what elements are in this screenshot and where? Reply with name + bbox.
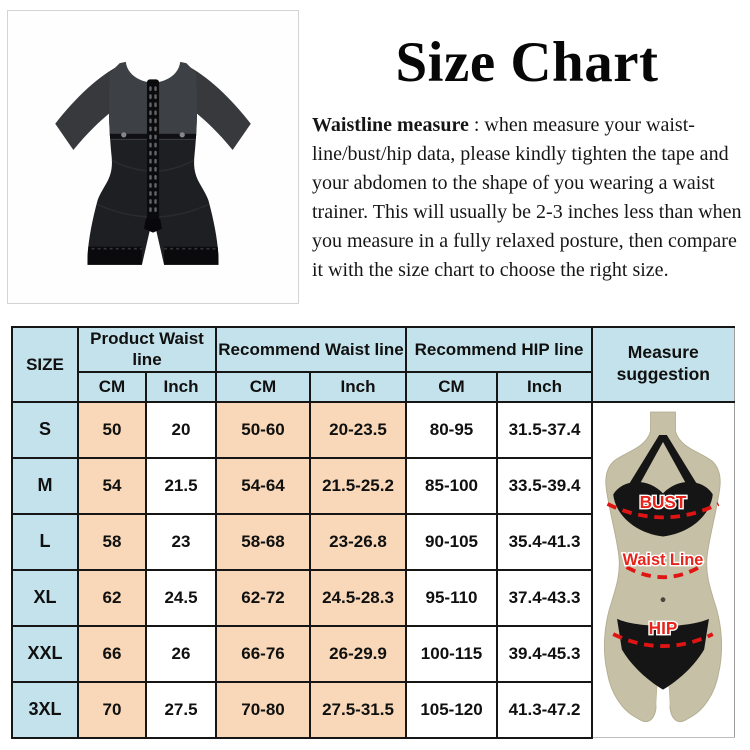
size-cell: 3XL <box>12 682 78 738</box>
product-cm-cell: 54 <box>78 458 146 514</box>
rec-hip-inch-cell: 41.3-47.2 <box>497 682 592 738</box>
navel <box>661 597 666 602</box>
unit-header: CM <box>406 372 497 402</box>
rec-waist-inch-cell: 26-29.9 <box>310 626 406 682</box>
rec-hip-inch-cell: 31.5-37.4 <box>497 402 592 458</box>
product-inch-cell: 24.5 <box>146 570 216 626</box>
neckline <box>126 38 180 82</box>
measure-suggestion-header: Measure suggestion <box>592 327 734 402</box>
rec-waist-cm-cell: 70-80 <box>216 682 310 738</box>
measure-instructions-lead: Waistline measure <box>312 114 469 136</box>
right-snap <box>180 132 185 137</box>
rec-waist-cm-cell: 50-60 <box>216 402 310 458</box>
rec-waist-inch-cell: 20-23.5 <box>310 402 406 458</box>
unit-header: Inch <box>497 372 592 402</box>
unit-header: CM <box>216 372 310 402</box>
rec-waist-cm-cell: 66-76 <box>216 626 310 682</box>
size-cell: M <box>12 458 78 514</box>
header-row-groups <box>12 327 734 372</box>
recommend-waist-group-header: Recommend Waist line <box>216 327 406 372</box>
rec-waist-inch-cell: 27.5-31.5 <box>310 682 406 738</box>
rec-hip-cm-cell: 100-115 <box>406 626 497 682</box>
bust-label: BUST <box>639 491 687 512</box>
rec-hip-inch-cell: 39.4-45.3 <box>497 626 592 682</box>
page-title: Size Chart <box>395 31 659 94</box>
rec-waist-cm-cell: 54-64 <box>216 458 310 514</box>
hook-closure-strip <box>147 79 159 220</box>
size-chart-table <box>11 326 735 739</box>
product-inch-cell: 26 <box>146 626 216 682</box>
size-cell: S <box>12 402 78 458</box>
measure-instructions <box>312 111 748 285</box>
rec-hip-inch-cell: 37.4-43.3 <box>497 570 592 626</box>
measure-instructions-body: : when measure your waist-line/bust/hip data, please kindly tighten the tape and your abdomen to the shape of you wearing a waist trainer. This will usually be 2-3 inches less than when you measure in a fully relaxed posture, then compare it with the size chart to choose the right size. <box>312 114 742 281</box>
waist-line-label: Waist Line <box>622 550 704 569</box>
rec-hip-cm-cell: 85-100 <box>406 458 497 514</box>
product-cm-cell: 66 <box>78 626 146 682</box>
unit-header: Inch <box>146 372 216 402</box>
rec-hip-cm-cell: 90-105 <box>406 514 497 570</box>
left-snap <box>121 132 126 137</box>
rec-waist-inch-cell: 24.5-28.3 <box>310 570 406 626</box>
rec-hip-cm-cell: 95-110 <box>406 570 497 626</box>
rec-hip-cm-cell: 105-120 <box>406 682 497 738</box>
rec-waist-inch-cell: 21.5-25.2 <box>310 458 406 514</box>
measure-suggestion-cell <box>592 402 734 738</box>
rec-hip-inch-cell: 35.4-41.3 <box>497 514 592 570</box>
size-cell: XL <box>12 570 78 626</box>
table-row <box>12 402 734 458</box>
rec-waist-inch-cell: 23-26.8 <box>310 514 406 570</box>
recommend-hip-group-header: Recommend HIP line <box>406 327 592 372</box>
product-inch-cell: 21.5 <box>146 458 216 514</box>
product-photo <box>7 10 299 304</box>
unit-header: CM <box>78 372 146 402</box>
rec-hip-cm-cell: 80-95 <box>406 402 497 458</box>
product-inch-cell: 27.5 <box>146 682 216 738</box>
size-column-header: SIZE <box>12 327 78 402</box>
shapewear-bodysuit-illustration <box>27 31 279 283</box>
size-cell: XXL <box>12 626 78 682</box>
product-waist-group-header: Product Waist line <box>78 327 216 372</box>
product-inch-cell: 20 <box>146 402 216 458</box>
product-cm-cell: 62 <box>78 570 146 626</box>
size-cell: L <box>12 514 78 570</box>
measure-suggestion-figure <box>596 408 730 732</box>
product-cm-cell: 50 <box>78 402 146 458</box>
hip-label: HIP <box>648 617 678 638</box>
unit-header: Inch <box>310 372 406 402</box>
product-cm-cell: 58 <box>78 514 146 570</box>
product-inch-cell: 23 <box>146 514 216 570</box>
rec-waist-cm-cell: 62-72 <box>216 570 310 626</box>
rec-hip-inch-cell: 33.5-39.4 <box>497 458 592 514</box>
product-cm-cell: 70 <box>78 682 146 738</box>
rec-waist-cm-cell: 58-68 <box>216 514 310 570</box>
